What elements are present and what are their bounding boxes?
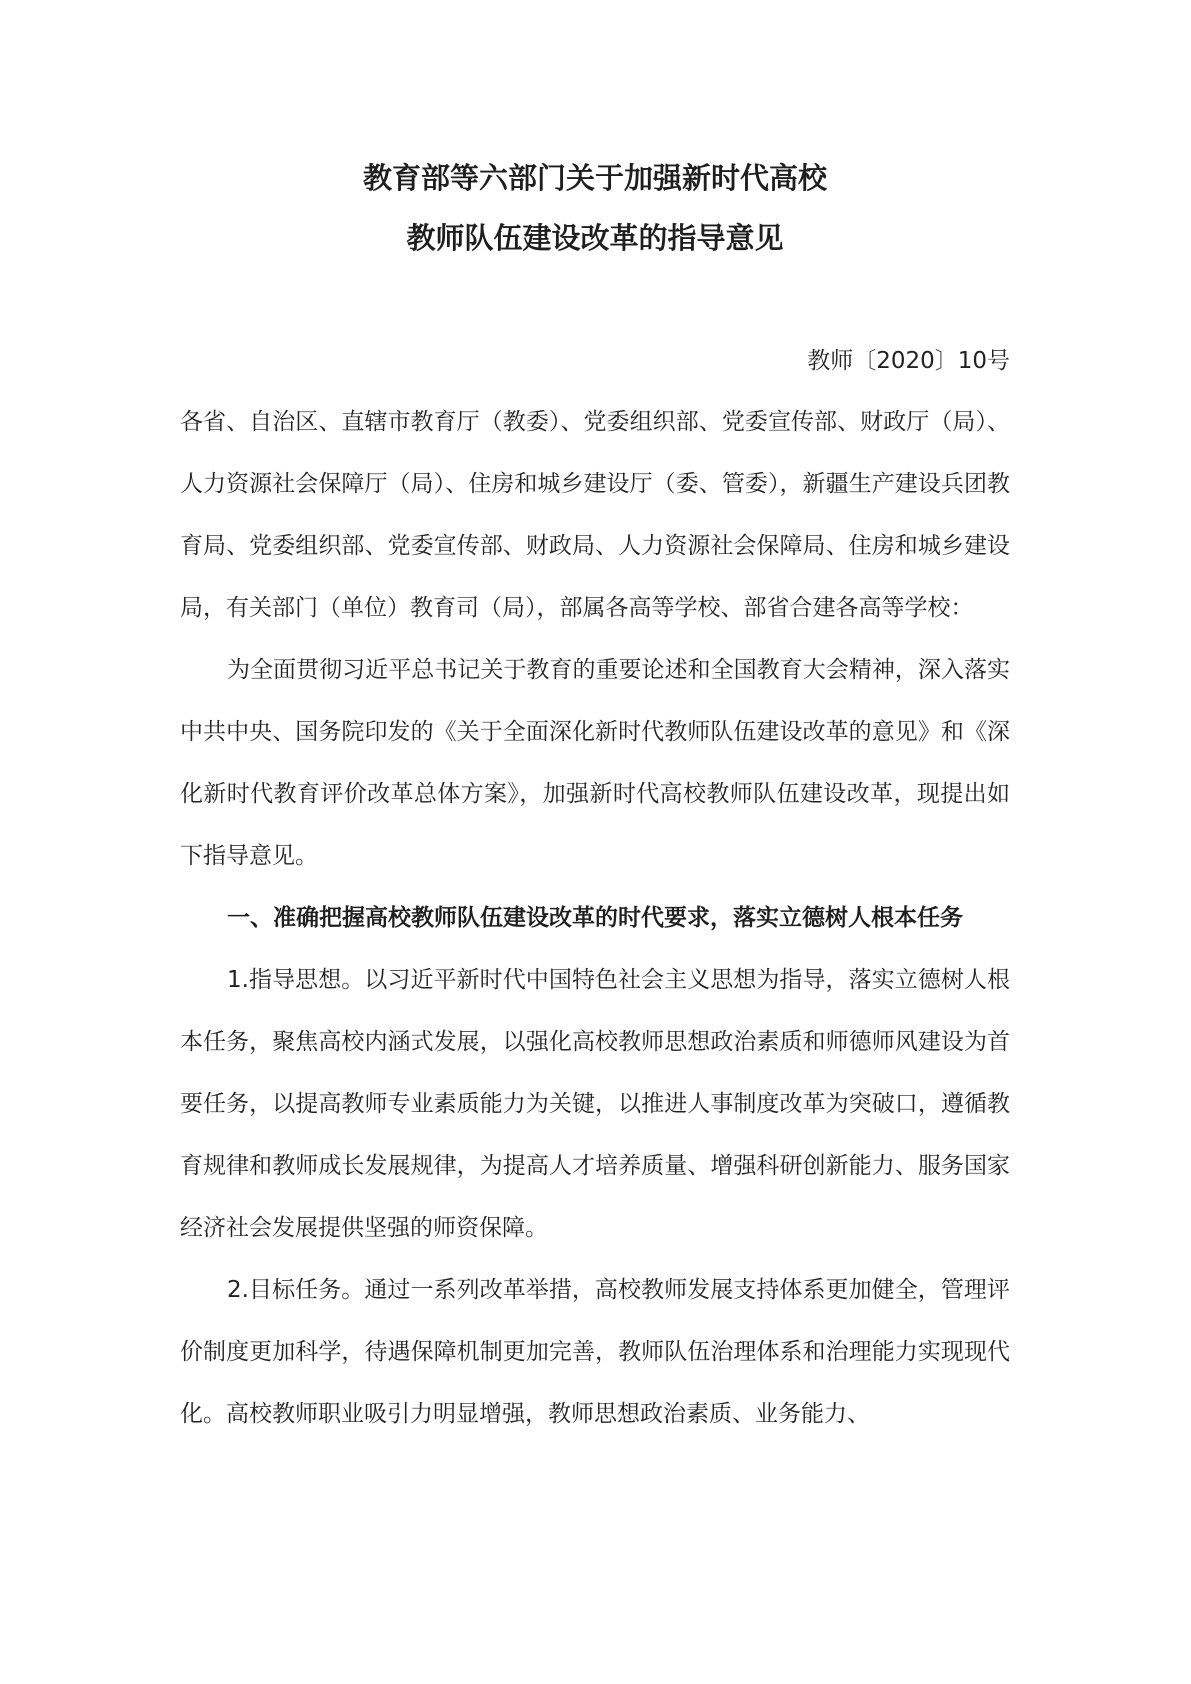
document-body — [180, 148, 1010, 1445]
title-line-1: 教育部等六部门关于加强新时代高校 — [362, 161, 827, 195]
intro-paragraph: 为全面贯彻习近平总书记关于教育的重要论述和全国教育大会精神，深入落实中共中央、国务院印发的《关于全面深化新时代教师队伍建设改革的意见》和《深化新时代教育评价改革总体方案》，加强新时代高校教师队伍建设改革，现提出如下指导意见。 — [180, 657, 1010, 869]
document-title — [180, 148, 1010, 268]
item-1-paragraph: 1.指导思想。以习近平新时代中国特色社会主义思想为指导，落实立德树人根本任务，聚焦高校内涵式发展，以强化高校教师思想政治素质和师德师风建设为首要任务，以提高教师专业素质能力为关键，以推进人事制度改革为突破口，遵循教育规律和教师成长发展规律，为提高人才培养质量、增强科研创新能力、服务国家经济社会发展提供坚强的师资保障。 — [180, 967, 1010, 1241]
addressee-paragraph: 各省、自治区、直辖市教育厅（教委）、党委组织部、党委宣传部、财政厅（局）、人力资源社会保障厅（局）、住房和城乡建设厅（委、管委），新疆生产建设兵团教育局、党委组织部、党委宣传部、财政局、人力资源社会保障局、住房和城乡建设局，有关部门（单位）教育司（局），部属各高等学校、部省合建各高等学校： — [180, 409, 1010, 621]
section-heading-1: 一、准确把握高校教师队伍建设改革的时代要求，落实立德树人根本任务 — [227, 905, 963, 931]
item-2-paragraph: 2.目标任务。通过一系列改革举措，高校教师发展支持体系更加健全，管理评价制度更加科学，待遇保障机制更加完善，教师队伍治理体系和治理能力实现现代化。高校教师职业吸引力明显增强，教师思想政治素质、业务能力、 — [180, 1277, 1010, 1427]
title-line-2: 教师队伍建设改革的指导意见 — [406, 221, 784, 255]
document-number: 教师〔2020〕10号 — [807, 348, 1010, 374]
